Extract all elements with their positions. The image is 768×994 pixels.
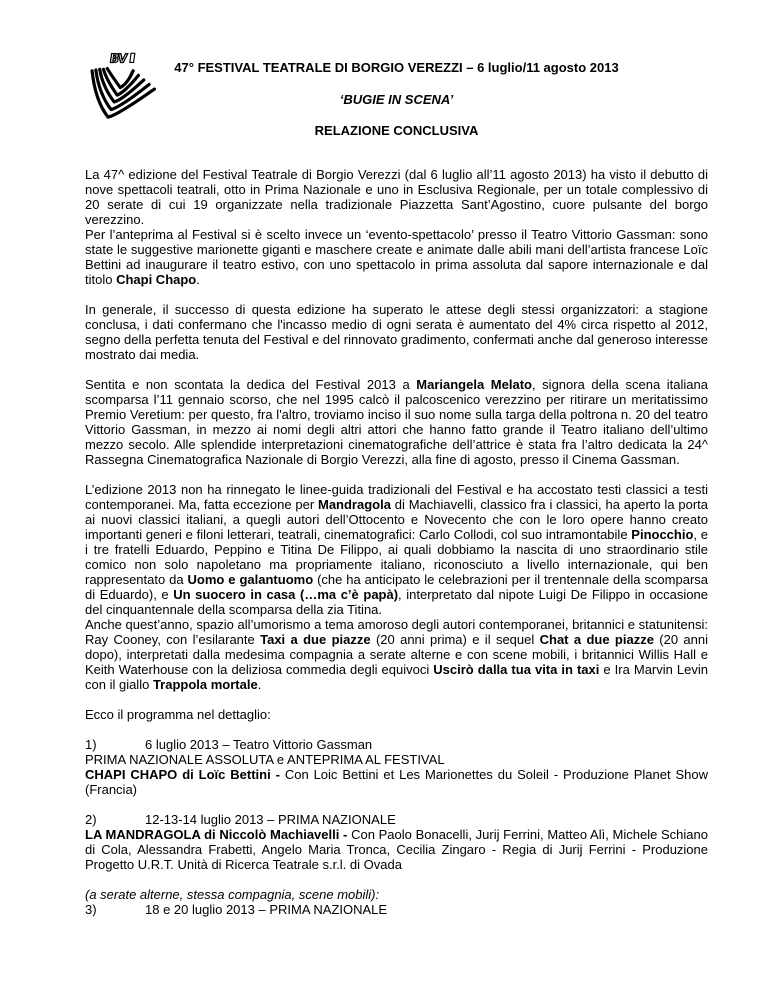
emphasis-text: Pinocchio	[631, 527, 694, 542]
festival-logo-icon	[86, 48, 162, 124]
svg-text:BV: BV	[108, 51, 128, 66]
text-segment: 2)	[85, 812, 97, 827]
text-segment: L’edizione 2013 non ha rinnegato le linee-guida tradizionali del Festival e ha accostato testi classici a testi contemporanei. Ma, fatta eccezione per	[85, 482, 708, 512]
text-segment: 3)	[85, 902, 97, 917]
text-segment: PRIMA NAZIONALE ASSOLUTA e ANTEPRIMA AL FESTIVAL	[85, 752, 445, 767]
festival-theme-subtitle: ‘BUGIE IN SCENA’	[339, 92, 454, 107]
emphasis-text: Chapi Chapo	[116, 272, 197, 287]
text-segment: Con Paolo Bonacelli, Jurij Ferrini, Matteo Alì, Michele Schiano di Cola, Alessandra Frabetti, Angelo Maria Tronca, Cecilia Zingaro - Regia di Jurij Ferrini - Produzione Progetto U.R.T. Unità di Ricerca Teatrale s.r.l. di Ovada	[85, 827, 708, 872]
emphasis-text: Trappola mortale	[152, 677, 258, 692]
text-segment: , signora della scena italiana scomparsa l’11 gennaio scorso, che nel 1995 calcò il palcoscenico verezzino per ritirare un meritatissimo Premio Veretium: per questo, fra l'altro, troviamo inciso il suo nome sulla targa della poltrona n. 20 del teatro Vittorio Gassman, in mezzo ai nomi degli altri attori che hanno fatto grande il Teatro italiano dell’ultimo mezzo secolo. Alle splendide interpretazioni cinematografiche dell’attrice è stata fra l’altro dedicata la 24^ Rassegna Cinematografica Nazionale di Borgio Verezzi, alla fine di agosto, presso il Cinema Gassman.	[85, 377, 708, 467]
text-segment: Ecco il programma nel dettaglio:	[85, 707, 271, 722]
paragraph-spacer	[85, 362, 708, 377]
program-item-2-show	[85, 827, 708, 872]
emphasis-text: LA MANDRAGOLA di Niccolò Machiavelli -	[85, 827, 352, 842]
emphasis-text: Uscirò dalla tua vita in taxi	[433, 662, 600, 677]
text-segment: 6 luglio 2013 – Teatro Vittorio Gassman	[145, 737, 373, 752]
text-segment: Per l’anteprima al Festival si è scelto invece un ‘evento-spettacolo’ presso il Teatro Vittorio Gassman: sono state le suggestive marionette giganti e maschere create e animate dalle abili mani dell’artista francese Loïc Bettini ad inaugurare il teatro estivo, con uno spettacolo in prima assoluta dal sapore internazionale e dal titolo	[85, 227, 708, 287]
paragraph-edition-1	[85, 482, 708, 617]
text-segment: .	[196, 272, 200, 287]
program-item-1-show	[85, 767, 708, 797]
text-segment: (20 anni prima) e il sequel	[370, 632, 540, 647]
text-segment: 1)	[85, 737, 97, 752]
text-segment: e Ira Marvin Levin con il giallo	[85, 662, 708, 692]
program-item-1-type	[85, 752, 708, 767]
emphasis-text: Un suocero in casa (…ma c’è papà)	[173, 587, 399, 602]
paragraph-spacer	[85, 722, 708, 737]
text-segment: di Machiavelli, classico fra i classici, ha aperto la porta ai nuovi classici italiani, a quegli autori dell’Ottocento e Novecento che con le loro opere hanno creato importanti generi e filoni letterari, teatrali, cinematografici: Carlo Collodi, col suo intramontabile	[85, 497, 708, 542]
paragraph-spacer	[85, 467, 708, 482]
paragraph-program-lead	[85, 707, 708, 722]
document-header	[85, 0, 708, 138]
paragraph-intro-2	[85, 227, 708, 287]
program-note	[85, 887, 708, 902]
paragraph-edition-2	[85, 617, 708, 692]
emphasis-text: Uomo e galantuomo	[187, 572, 314, 587]
program-item-2-date	[85, 812, 708, 827]
text-segment: , interpretato dal nipote Luigi De Filippo in occasione del cinquantennale della scomparsa della zia Titina.	[85, 587, 708, 617]
paragraph-intro-1	[85, 167, 708, 227]
text-segment: 18 e 20 luglio 2013 – PRIMA NAZIONALE	[145, 902, 388, 917]
paragraph-spacer	[85, 797, 708, 812]
program-item-3-date	[85, 902, 708, 917]
emphasis-text: Mariangela Melato	[416, 377, 532, 392]
text-segment: Con Loic Bettini et Les Marionettes du Soleil - Produzione Planet Show (Francia)	[85, 767, 708, 797]
emphasis-text: Chat a due piazze	[539, 632, 654, 647]
text-segment: , e i tre fratelli Eduardo, Peppino e Titina De Filippo, ai quali dobbiamo la nascita di uno straordinario stile comico non solo napoletano ma propriamente italiano, riconosciuto a livello internazionale, qui ben rappresentato da	[85, 527, 708, 587]
text-segment: .	[257, 677, 262, 692]
emphasis-text: (a serate alterne, stessa compagnia, scene mobili):	[85, 887, 380, 902]
document-body	[85, 167, 708, 917]
page-title: 47° FESTIVAL TEATRALE DI BORGIO VEREZZI – 6 luglio/11 agosto 2013	[174, 60, 619, 75]
paragraph-melato	[85, 377, 708, 467]
text-segment: In generale, il successo di questa edizione ha superato le attese degli stessi organizzatori: a stagione conclusa, i dati confermano che l'incasso medio di ogni serata è aumentato del 4% circa rispetto al 2012, segno della perfetta tenuta del Festival e del rinnovato gradimento, confermati anche dal generoso interesse mostrato dai media.	[85, 302, 708, 362]
text-segment: Anche quest’anno, spazio all’umorismo a tema amoroso degli autori contemporanei, britannici e statunitensi: Ray Cooney, con l’esilarante	[85, 617, 708, 647]
paragraph-spacer	[85, 872, 708, 887]
text-segment: La 47^ edizione del Festival Teatrale di Borgio Verezzi (dal 6 luglio all’11 agosto 2013) ha visto il debutto di nove spettacoli teatrali, otto in Prima Nazionale e uno in Esclusiva Regionale, per un totale complessivo di 20 serate di cui 19 organizzate nella tradizionale Piazzetta Sant’Agostino, cuore pulsante del borgo verezzino.	[85, 167, 708, 227]
text-segment: 12-13-14 luglio 2013 – PRIMA NAZIONALE	[145, 812, 396, 827]
paragraph-spacer	[85, 287, 708, 302]
text-segment: (20 anni dopo), interpretati dalla medesima compagnia a serate alterne e con scene mobili, i britannici Willis Hall e Keith Waterhouse con la deliziosa commedia degli equivoci	[85, 632, 709, 677]
program-item-1-date	[85, 737, 708, 752]
emphasis-text: Taxi a due piazze	[260, 632, 371, 647]
paragraph-spacer	[85, 692, 708, 707]
document-type-heading: RELAZIONE CONCLUSIVA	[314, 123, 479, 138]
paragraph-success	[85, 302, 708, 362]
text-segment: (che ha anticipato le celebrazioni per il trentennale della scomparsa di Eduardo), e	[85, 572, 709, 602]
emphasis-text: Mandragola	[317, 497, 391, 512]
emphasis-text: CHAPI CHAPO di Loïc Bettini -	[85, 767, 285, 782]
text-segment: Sentita e non scontata la dedica del Festival 2013 a	[85, 377, 417, 392]
